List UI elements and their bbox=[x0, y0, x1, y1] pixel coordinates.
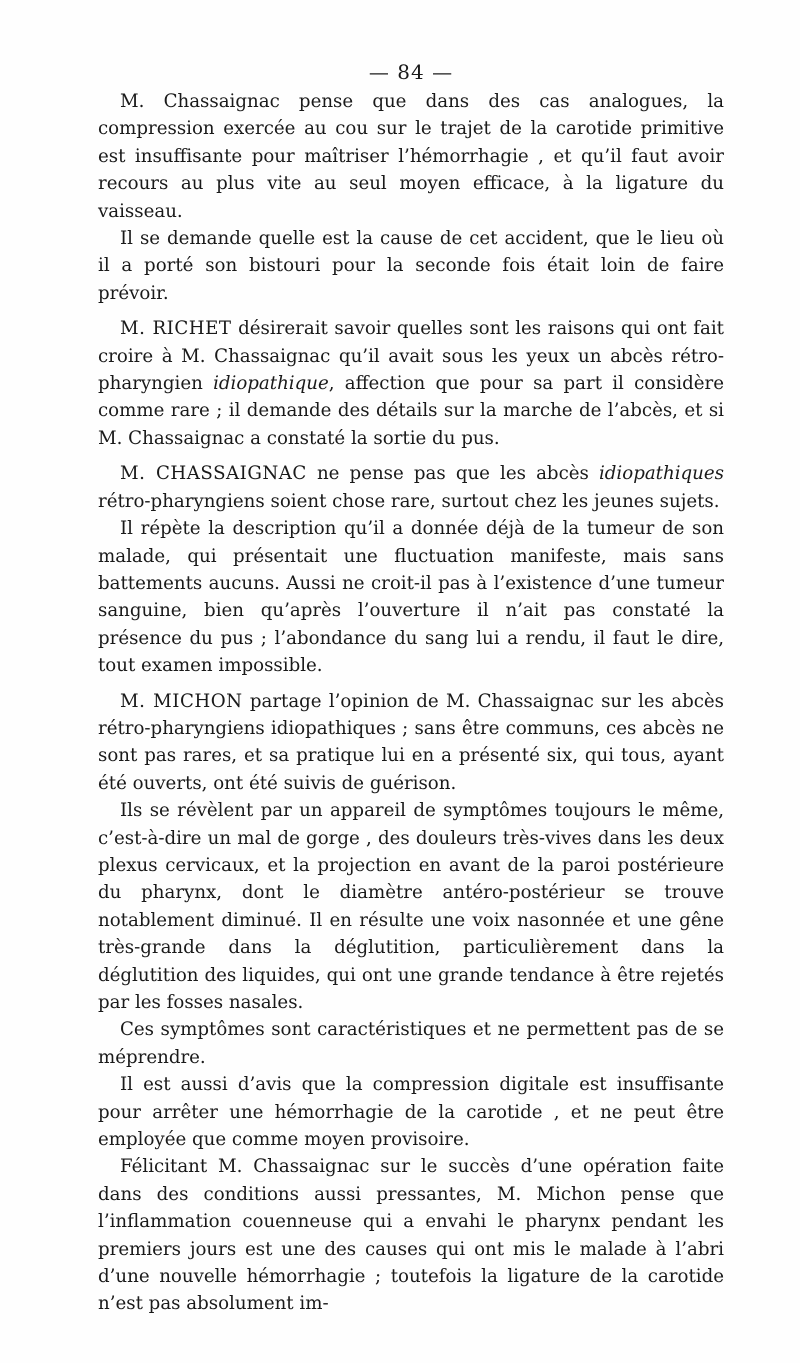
paragraph-3-text-a: désirerait savoir quelles sont les raisons qui ont fait croire à M. Chassaignac qu’il avait sous les yeux un abcès rétro-pharyngien bbox=[98, 318, 724, 395]
paragraph-3-italic: idiopathique bbox=[213, 373, 329, 395]
paragraph-10: Félicitant M. Chassaignac sur le succès d’une opération faite dans des conditions aussi pressantes, M. Michon pense que l’inflammation couenneuse qui a envahi le pharynx pendant les premiers jours est une des causes qui ont mis le malade à l’abri d’une nouvelle hémorrhagie ; toutefois la ligature de la carotide n’est pas absolument im- bbox=[98, 1156, 724, 1315]
page-number: — 84 — bbox=[368, 60, 454, 84]
paragraph-2: Il se demande quelle est la cause de cet accident, que le lieu où il a porté son bistouri pour la seconde fois était loin de faire prévoir. bbox=[98, 228, 724, 304]
paragraph-8: Ces symptômes sont caractéristiques et ne permettent pas de se méprendre. bbox=[98, 1019, 724, 1068]
paragraph-1: M. Chassaignac pense que dans des cas analogues, la compression exercée au cou sur le trajet de la carotide primitive est insuffisante pour maîtriser l’hémorrhagie , et qu’il faut avoir recours au plus vite au seul moyen efficace, à la ligature du vaisseau. bbox=[98, 91, 724, 222]
speaker-michon: M. MICHON bbox=[120, 690, 243, 712]
paragraph-6 bbox=[98, 688, 724, 798]
paragraph-4-text-a: ne pense pas que les abcès bbox=[306, 463, 599, 485]
paragraph-7: Ils se révèlent par un appareil de symptômes toujours le même, c’est-à-dire un mal de gorge , des douleurs très-vives dans les deux plexus cervicaux, et la projection en avant de la paroi postérieure du pharynx, dont le diamètre antéro-postérieur se trouve notablement diminué. Il en résulte une voix nasonnée et une gêne très-grande dans la déglutition, particulièrement dans la déglutition des liquides, qui ont une grande tendance à être rejetés par les fosses nasales. bbox=[98, 800, 724, 1013]
speaker-chassaignac: M. CHASSAIGNAC bbox=[120, 463, 307, 485]
paragraph-9: Il est aussi d’avis que la compression digitale est insuffisante pour arrêter une hémorrhagie de la carotide , et ne peut être employée que comme moyen provisoire. bbox=[98, 1074, 724, 1151]
speaker-richet: M. RICHET bbox=[120, 318, 232, 340]
paragraph-3-text-b: , affection que pour sa part il considère comme rare ; il demande des détails sur la marche de l’abcès, et si M. Chassaignac a constaté la sortie du pus. bbox=[98, 373, 724, 449]
paragraph-5: Il répète la description qu’il a donnée déjà de la tumeur de son malade, qui présentait une fluctuation manifeste, mais sans battements aucuns. Aussi ne croit-il pas à l’existence d’une tumeur sanguine, bien qu’après l’ouverture il n’ait pas constaté la présence du pus ; l’abondance du sang lui a rendu, il faut le dire, tout examen impossible. bbox=[98, 518, 724, 677]
paragraph-4 bbox=[98, 460, 724, 515]
paragraph-6-text: partage l’opinion de M. Chassaignac sur les abcès rétro-pharyngiens idiopathiques ; sans être communs, ces abcès ne sont pas rares, et sa pratique lui en a présenté six, qui tous, ayant été ouverts, ont été suivis de guérison. bbox=[98, 690, 725, 794]
paragraph-4-text-b: rétro-pharyngiens soient chose rare, surtout chez les jeunes sujets. bbox=[98, 490, 720, 512]
paragraph-4-italic: idiopathiques bbox=[598, 463, 724, 485]
paragraph-3 bbox=[98, 315, 724, 452]
